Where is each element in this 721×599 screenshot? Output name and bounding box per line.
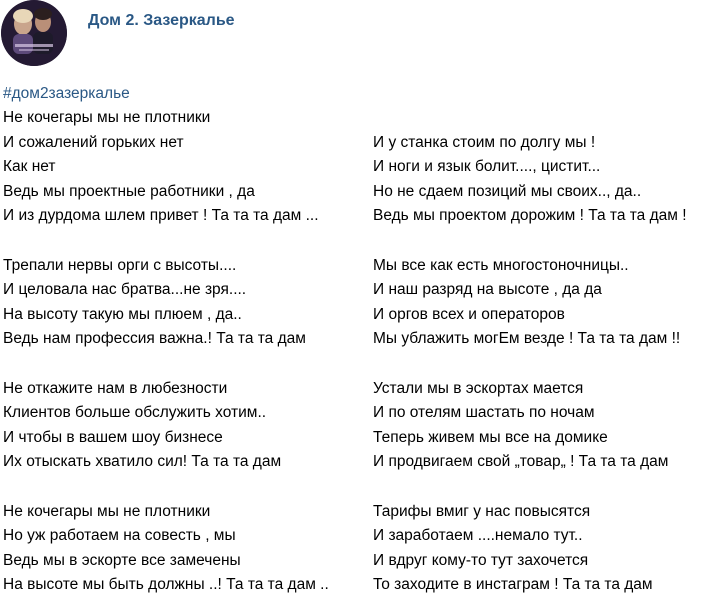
poem-line: И целовала нас братва...не зря.... [3, 281, 247, 299]
poem-line: Трепали нервы орги с высоты.... [3, 256, 237, 274]
poem-line: Клиентов больше обслужить хотим.. [3, 404, 267, 422]
poem-line: И чтобы в вашем шоу бизнесе [3, 428, 223, 446]
poem-line: Не откажите нам в любезности [3, 379, 228, 397]
poem-line: И сожалений горьких нет [3, 133, 184, 151]
poem-line: Ведь мы проектом дорожим ! Та та та дам ! [373, 207, 687, 225]
stanza-gap [3, 352, 368, 377]
poem-line: То заходите в инстаграм ! Та та та дам [373, 576, 653, 594]
poem-line: На высоте мы быть должны ..! Та та та дам .. [3, 576, 329, 594]
poem-line: Мы ублажить могЕм везде ! Та та та дам !! [373, 330, 681, 348]
poem-line: Не кочегары мы не плотники [3, 109, 211, 126]
poem-line: Но уж работаем на совесть , мы [3, 527, 236, 545]
poem-line: И оргов всех и операторов [373, 305, 565, 323]
poem-line: Ведь нам профессия важна.! Та та та дам [3, 330, 306, 348]
poem-line: Их отыскать хватило сил! Та та та дам [3, 453, 282, 471]
poem-line: И вдруг кому-то тут захочется [373, 551, 589, 569]
stanza-gap [3, 475, 368, 500]
poem-line: Но не сдаем позиций мы своих.., да.. [373, 182, 642, 200]
poem-line: Не кочегары мы не плотники [3, 502, 211, 520]
channel-name-link[interactable]: Дом 2. Зазеркалье [88, 12, 235, 29]
poem-line: Ведь мы проектные работники , да [3, 182, 255, 200]
poem-line: Как нет [3, 158, 56, 176]
poem-left-column [3, 106, 368, 598]
poem-line: Ведь мы в эскорте все замечены [3, 551, 241, 569]
poem-line: И по отелям шастать по ночам [373, 404, 595, 422]
channel-avatar[interactable] [1, 0, 67, 66]
post-header [0, 0, 721, 70]
poem-line: И ноги и язык болит...., цистит... [373, 158, 601, 176]
stanza-gap [373, 475, 721, 500]
stanza-gap [373, 106, 721, 131]
poem-line: И заработаем ....немало тут.. [373, 527, 583, 545]
channel-logo-icon [1, 0, 67, 66]
stanza-gap [3, 229, 368, 254]
stanza-gap [373, 352, 721, 377]
poem-line: Теперь живем мы все на домике [373, 428, 608, 446]
poem-line: И продвигаем свой „товар„ ! Та та та дам [373, 453, 669, 471]
poem-line: Мы все как есть многостоночницы.. [373, 256, 629, 274]
post-hashtag-link[interactable]: #дом2зазеркалье [3, 85, 130, 102]
poem-line: И наш разряд на высоте , да да [373, 281, 602, 299]
poem-line: На высоту такую мы плюем , да.. [3, 305, 242, 323]
stanza-gap [373, 229, 721, 254]
poem-right-column [373, 106, 721, 598]
poem-line: Устали мы в эскортах мается [373, 379, 584, 397]
poem-line: И из дурдома шлем привет ! Та та та дам ... [3, 207, 319, 225]
poem-line: И у станка стоим по долгу мы ! [373, 133, 596, 151]
poem-line: Тарифы вмиг у нас повысятся [373, 502, 591, 520]
